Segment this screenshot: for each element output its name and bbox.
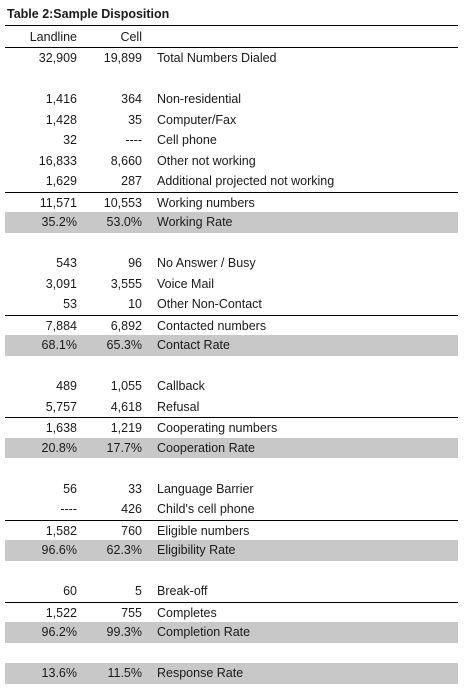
cell-label: Other not working (157, 153, 256, 168)
sample-disposition-table (5, 0, 458, 684)
rate-row (5, 663, 458, 684)
header-label (142, 26, 157, 47)
cell-cell: 33 (128, 481, 142, 496)
table-row (5, 376, 458, 397)
table-row (5, 397, 458, 418)
cell-cell: 3,555 (110, 276, 142, 291)
cell-cell: 11.5% (107, 666, 142, 680)
table-row (5, 192, 458, 213)
cell-landline: 489 (56, 379, 77, 393)
cell-landline: 11,571 (39, 195, 77, 210)
cell-landline: 13.6% (41, 666, 77, 680)
cell-landline: 1,416 (45, 92, 77, 106)
cell-label: Additional projected not working (157, 174, 335, 188)
cell-label: Language Barrier (157, 481, 254, 496)
cell-landline: 1,638 (45, 421, 77, 435)
table-body (5, 48, 458, 684)
cell-landline: 1,582 (45, 523, 77, 538)
cell-landline: 16,833 (38, 153, 77, 168)
cell-label: Response Rate (157, 666, 244, 680)
cell-landline: 68.1% (41, 338, 77, 352)
table-row (5, 294, 458, 315)
row-spacer (5, 643, 458, 664)
cell-landline: 7,884 (45, 318, 77, 333)
cell-label: Working Rate (157, 215, 233, 229)
cell-label: Working numbers (157, 195, 255, 210)
cell-label: Non-residential (157, 92, 242, 106)
cell-label: Eligible numbers (157, 523, 250, 538)
cell-label: Cell phone (157, 133, 217, 147)
rate-row (5, 335, 458, 356)
cell-cell: 99.3% (106, 625, 142, 639)
cell-label: Refusal (157, 399, 200, 414)
cell-cell: 760 (121, 523, 142, 538)
cell-cell: 10 (128, 297, 142, 311)
table-row (5, 89, 458, 110)
cell-landline: 3,091 (45, 276, 77, 291)
rate-row (5, 540, 458, 561)
table-title: Table 2:Sample Disposition (5, 0, 458, 26)
cell-landline: 96.2% (41, 625, 77, 639)
cell-landline: 56 (63, 481, 77, 496)
cell-label: Cooperating numbers (157, 421, 278, 435)
cell-landline: 60 (63, 584, 77, 598)
cell-label: Break-off (157, 584, 208, 598)
row-spacer (5, 69, 458, 90)
table-row (5, 581, 458, 602)
table-row (5, 253, 458, 274)
cell-label: Callback (157, 379, 205, 393)
table-row (5, 171, 458, 192)
cell-cell: 96 (128, 256, 142, 270)
cell-cell: 10,553 (103, 195, 142, 210)
cell-landline: 96.6% (41, 543, 77, 557)
cell-cell: 62.3% (106, 543, 142, 557)
cell-landline: 543 (56, 256, 77, 270)
cell-cell: 5 (135, 584, 142, 598)
cell-cell: 65.3% (106, 338, 142, 352)
row-spacer (5, 356, 458, 377)
table-row (5, 48, 458, 69)
rate-row (5, 212, 458, 233)
cell-landline: 35.2% (41, 215, 77, 229)
cell-label: Voice Mail (157, 276, 214, 291)
row-spacer (5, 561, 458, 582)
cell-cell: 53.0% (106, 215, 142, 229)
cell-label: Total Numbers Dialed (157, 51, 277, 65)
table-row (5, 274, 458, 295)
cell-landline: 1,629 (45, 174, 77, 188)
header-cell: Cell (120, 30, 142, 44)
table-row (5, 130, 458, 151)
cell-cell: 17.7% (106, 440, 142, 455)
cell-cell: 4,618 (110, 399, 142, 414)
cell-cell: 1,055 (110, 379, 142, 393)
row-spacer (5, 233, 458, 254)
header-landline: Landline (29, 30, 77, 44)
cell-landline: 1,428 (45, 112, 77, 127)
cell-label: Other Non-Contact (157, 297, 262, 311)
table-row (5, 417, 458, 438)
rate-row (5, 438, 458, 459)
cell-label: Computer/Fax (157, 112, 237, 127)
cell-landline: 1,522 (45, 605, 77, 620)
cell-label: No Answer / Busy (157, 256, 256, 270)
table-row (5, 110, 458, 131)
cell-cell: 364 (121, 92, 142, 106)
table-row (5, 602, 458, 623)
cell-label: Contacted numbers (157, 318, 267, 333)
cell-label: Cooperation Rate (157, 440, 255, 455)
cell-cell: 755 (121, 605, 142, 620)
table-row (5, 315, 458, 336)
table-row (5, 499, 458, 520)
cell-cell: 19,899 (103, 51, 142, 65)
table-row (5, 520, 458, 541)
cell-cell: 6,892 (110, 318, 142, 333)
rate-row (5, 622, 458, 643)
cell-landline: 32 (63, 133, 77, 147)
cell-cell: 35 (128, 112, 142, 127)
cell-label: Child's cell phone (157, 502, 255, 516)
cell-landline: ---- (60, 502, 77, 516)
table-row (5, 151, 458, 172)
cell-label: Eligibility Rate (157, 543, 236, 557)
cell-label: Completes (157, 605, 217, 620)
cell-landline: 53 (63, 297, 77, 311)
cell-cell: 426 (121, 502, 142, 516)
cell-cell: ---- (125, 133, 142, 147)
cell-cell: 1,219 (110, 421, 142, 435)
cell-cell: 287 (121, 174, 142, 188)
cell-landline: 32,909 (38, 51, 77, 65)
cell-cell: 8,660 (110, 153, 142, 168)
cell-label: Completion Rate (157, 625, 251, 639)
row-spacer (5, 458, 458, 479)
cell-landline: 20.8% (41, 440, 77, 455)
cell-label: Contact Rate (157, 338, 230, 352)
table-header-row (5, 26, 458, 48)
cell-landline: 5,757 (45, 399, 77, 414)
table-row (5, 479, 458, 500)
